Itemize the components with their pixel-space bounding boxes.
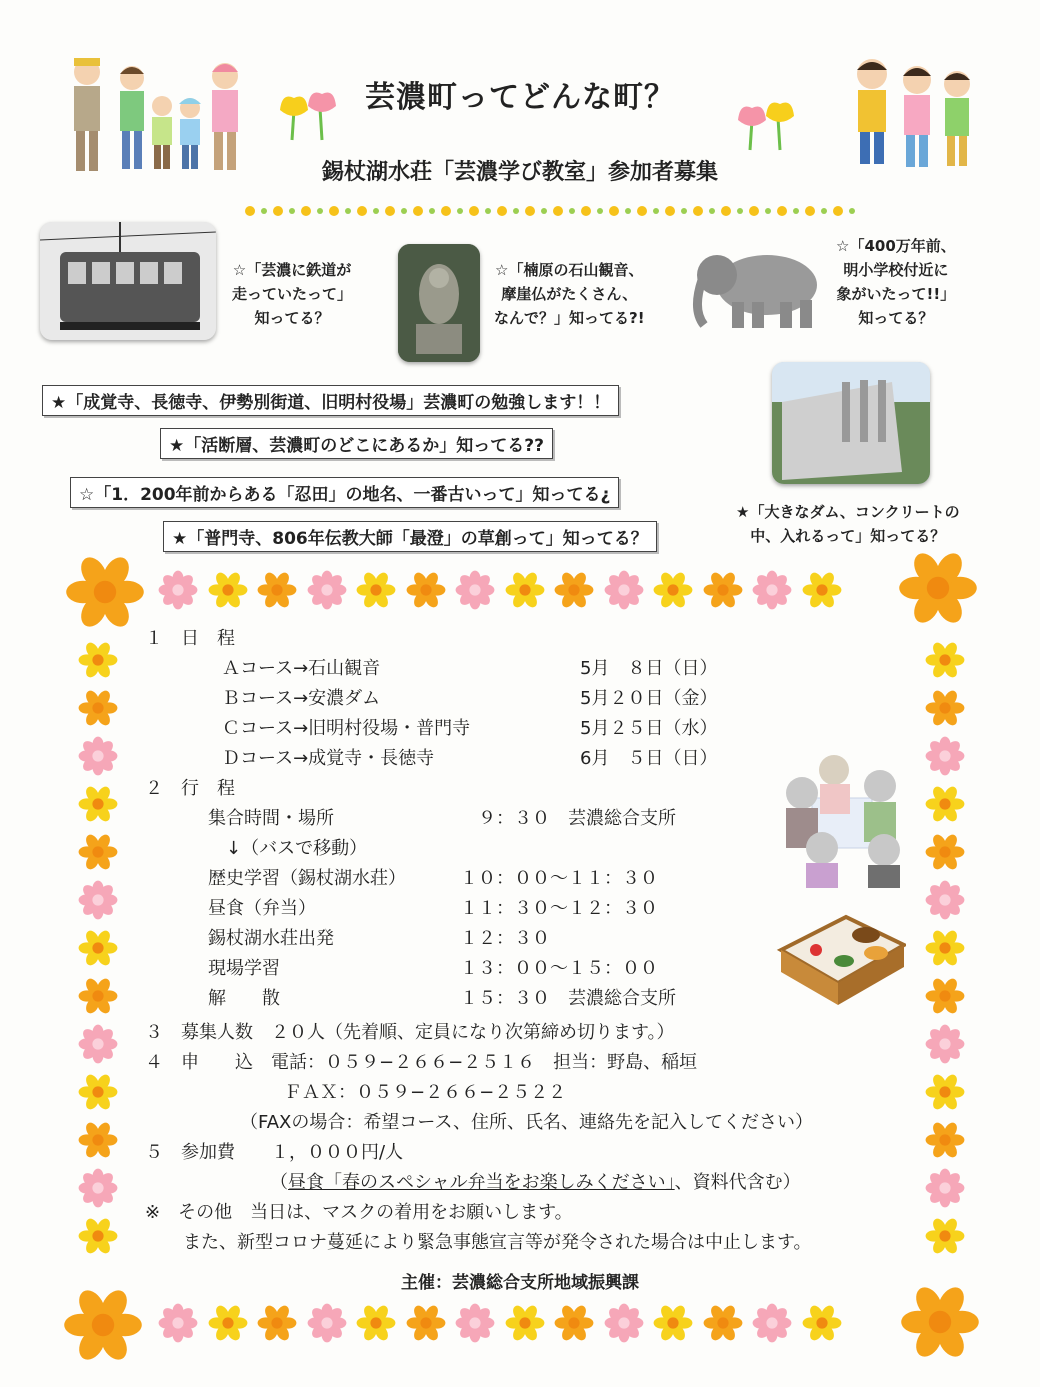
decorative-dot bbox=[497, 206, 507, 216]
itinerary-label: 錫杖湖水荘出発 bbox=[208, 928, 334, 949]
course-c: Ｃコース→旧明村役場・普門寺 bbox=[222, 718, 471, 739]
itinerary-label: 昼食（弁当） bbox=[208, 898, 316, 919]
itinerary-time: １５：３０ 芸濃総合支所 bbox=[460, 988, 676, 1009]
decorative-dot bbox=[693, 206, 703, 216]
decorative-dot bbox=[469, 206, 479, 216]
decorative-dot bbox=[413, 206, 423, 216]
decorative-dot bbox=[289, 208, 295, 214]
decorative-dot bbox=[637, 206, 647, 216]
decorative-dot bbox=[401, 208, 407, 214]
decorative-dot bbox=[777, 206, 787, 216]
decorative-dot bbox=[485, 208, 491, 214]
flower-icon bbox=[76, 686, 120, 730]
flower-icon bbox=[923, 1118, 967, 1162]
stone-buddha-photo bbox=[398, 244, 480, 362]
flower-icon bbox=[156, 568, 200, 612]
decorative-dot bbox=[609, 206, 619, 216]
decorative-dot bbox=[805, 206, 815, 216]
family-illustration bbox=[62, 52, 252, 177]
decorative-dot bbox=[681, 208, 687, 214]
flower-icon bbox=[76, 782, 120, 826]
decorative-dot bbox=[345, 208, 351, 214]
flower-icon bbox=[701, 1301, 745, 1345]
course-c-date: 5月２５日（水） bbox=[580, 718, 718, 739]
decorative-dot bbox=[749, 206, 759, 216]
flower-icon bbox=[354, 568, 398, 612]
itinerary-heading: ２ 行 程 bbox=[145, 778, 235, 799]
question-ishiyama: ☆「楠原の石山観音、 摩崖仏がたくさん、 なんで？」知ってる?! bbox=[494, 261, 645, 327]
itinerary-time: １３：００〜１５：００ bbox=[460, 958, 658, 979]
decorative-dot bbox=[793, 208, 799, 214]
flower-icon bbox=[923, 1022, 967, 1066]
decorative-dot bbox=[821, 208, 827, 214]
flower-icon bbox=[76, 1070, 120, 1114]
question-dam: ★「大きなダム、コンクリートの 中、入れるって」知ってる？ bbox=[736, 503, 960, 545]
flower-icon bbox=[701, 568, 745, 612]
box-question-3: ☆「1．200年前からある「忍田」の地名、一番古いって」知ってる¿ bbox=[70, 477, 619, 508]
decorative-dot-line bbox=[245, 200, 855, 222]
flower-icon bbox=[923, 974, 967, 1018]
course-b: Ｂコース→安濃ダム bbox=[222, 688, 381, 709]
page-title: 芸濃町ってどんな町？ bbox=[365, 80, 675, 115]
course-a: Ａコース→石山観音 bbox=[222, 658, 381, 679]
course-d-date: 6月 ５日（日） bbox=[580, 748, 718, 769]
flower-icon bbox=[63, 550, 147, 634]
itinerary-label: ↓（バスで移動） bbox=[208, 838, 368, 859]
decorative-dot bbox=[301, 206, 311, 216]
question-railway: ☆「芸濃に鉄道が 走っていたって」 知ってる？ bbox=[232, 261, 353, 327]
flower-icon bbox=[76, 974, 120, 1018]
decorative-dot bbox=[261, 208, 267, 214]
flower-icon bbox=[800, 1301, 844, 1345]
decorative-dot bbox=[569, 208, 575, 214]
decorative-dot bbox=[737, 208, 743, 214]
fee: ５ 参加費 １，０００円/人 bbox=[145, 1142, 404, 1163]
decorative-dot bbox=[581, 206, 591, 216]
flower-icon bbox=[602, 568, 646, 612]
question-elephant: ☆「400万年前、 明小学校付近に 象がいたって!!」 知ってる？ bbox=[836, 237, 956, 327]
children-illustration bbox=[842, 52, 982, 177]
box-question-2: ★「活断層、芸濃町のどこにあるか」知ってる?? bbox=[160, 428, 553, 459]
flower-icon bbox=[923, 1214, 967, 1258]
flower-icon bbox=[923, 638, 967, 682]
apply-phone: ４ 申 込 電話：０５９−２６６−２５１６ 担当：野島、稲垣 bbox=[145, 1052, 698, 1073]
decorative-dot bbox=[653, 208, 659, 214]
decorative-dot bbox=[665, 206, 675, 216]
flower-icon bbox=[255, 568, 299, 612]
flower-icon bbox=[404, 1301, 448, 1345]
flower-icon bbox=[750, 1301, 794, 1345]
decorative-dot bbox=[245, 206, 255, 216]
decorative-dot bbox=[373, 208, 379, 214]
flower-icon bbox=[602, 1301, 646, 1345]
decorative-dot bbox=[833, 206, 843, 216]
flower-icon bbox=[923, 1166, 967, 1210]
flower-icon bbox=[923, 782, 967, 826]
decorative-dot bbox=[625, 208, 631, 214]
page-subtitle: 錫杖湖水荘「芸濃学び教室」参加者募集 bbox=[321, 160, 718, 185]
course-d: Ｄコース→成覚寺・長徳寺 bbox=[222, 748, 435, 769]
decorative-dot bbox=[441, 206, 451, 216]
tram-photo bbox=[40, 222, 216, 340]
decorative-dot bbox=[457, 208, 463, 214]
flower-icon bbox=[206, 1301, 250, 1345]
tulip-icon bbox=[730, 80, 810, 160]
course-b-date: 5月２０日（金） bbox=[580, 688, 718, 709]
box-question-4: ★「普門寺、806年伝教大師「最澄」の草創って」知ってる？ bbox=[163, 521, 657, 552]
other-covid: また、新型コロナ蔓延により緊急事態宣言等が発令された場合は中止します。 bbox=[183, 1232, 812, 1253]
decorative-dot bbox=[721, 206, 731, 216]
flower-icon bbox=[453, 568, 497, 612]
flower-icon bbox=[651, 1301, 695, 1345]
flower-icon bbox=[76, 1166, 120, 1210]
organizer: 主催：芸濃総合支所地域振興課 bbox=[401, 1273, 639, 1293]
flower-icon bbox=[896, 546, 980, 630]
flower-icon bbox=[923, 926, 967, 970]
flower-icon bbox=[76, 638, 120, 682]
flower-icon bbox=[750, 568, 794, 612]
decorative-dot bbox=[849, 208, 855, 214]
decorative-dot bbox=[385, 206, 395, 216]
itinerary-time: ９：３０ 芸濃総合支所 bbox=[460, 808, 676, 829]
recruit-count: ３ 募集人数 ２０人（先着順、定員になり次第締め切ります。） bbox=[145, 1022, 675, 1043]
tulip-icon bbox=[272, 70, 352, 150]
flower-icon bbox=[651, 568, 695, 612]
decorative-dot bbox=[273, 206, 283, 216]
decorative-dot bbox=[429, 208, 435, 214]
decorative-dot bbox=[357, 206, 367, 216]
flower-icon bbox=[76, 1118, 120, 1162]
flower-icon bbox=[923, 686, 967, 730]
itinerary-label: 歴史学習（錫杖湖水荘） bbox=[208, 868, 406, 889]
itinerary-label: 現場学習 bbox=[208, 958, 280, 979]
flower-icon bbox=[206, 568, 250, 612]
flower-icon bbox=[503, 1301, 547, 1345]
dam-photo bbox=[772, 362, 930, 484]
decorative-dot bbox=[329, 206, 339, 216]
bento-box-illustration bbox=[776, 905, 906, 1013]
itinerary-label: 集合時間・場所 bbox=[208, 808, 334, 829]
decorative-dot bbox=[597, 208, 603, 214]
flower-icon bbox=[453, 1301, 497, 1345]
flower-icon bbox=[503, 568, 547, 612]
flower-icon bbox=[404, 568, 448, 612]
flower-icon bbox=[923, 878, 967, 922]
other-mask: ※ その他 当日は、マスクの着用をお願いします。 bbox=[145, 1202, 573, 1223]
flower-icon bbox=[552, 1301, 596, 1345]
decorative-dot bbox=[525, 206, 535, 216]
flower-icon bbox=[923, 734, 967, 778]
flower-icon bbox=[305, 568, 349, 612]
flower-icon bbox=[923, 1070, 967, 1114]
flower-icon bbox=[156, 1301, 200, 1345]
flower-icon bbox=[76, 1214, 120, 1258]
flower-icon bbox=[255, 1301, 299, 1345]
decorative-dot bbox=[765, 208, 771, 214]
flower-icon bbox=[76, 830, 120, 874]
itinerary-time: １０：００〜１１：３０ bbox=[460, 868, 658, 889]
flower-icon bbox=[923, 830, 967, 874]
flower-icon bbox=[76, 1022, 120, 1066]
itinerary-time: １２：３０ bbox=[460, 928, 550, 949]
flower-icon bbox=[61, 1283, 145, 1367]
schedule-heading: １ 日 程 bbox=[145, 628, 235, 649]
flower-icon bbox=[76, 926, 120, 970]
decorative-dot bbox=[709, 208, 715, 214]
flower-icon bbox=[305, 1301, 349, 1345]
fax-note: （FAXの場合：希望コース、住所、氏名、連絡先を記入してください） bbox=[240, 1112, 813, 1133]
decorative-dot bbox=[317, 208, 323, 214]
flower-icon bbox=[76, 734, 120, 778]
course-a-date: 5月 ８日（日） bbox=[580, 658, 718, 679]
flower-icon bbox=[76, 878, 120, 922]
flower-icon bbox=[800, 568, 844, 612]
decorative-dot bbox=[513, 208, 519, 214]
itinerary-time: １１：３０〜１２：３０ bbox=[460, 898, 658, 919]
flower-icon bbox=[552, 568, 596, 612]
seniors-illustration bbox=[772, 748, 912, 888]
elephant-illustration bbox=[692, 240, 832, 332]
decorative-dot bbox=[541, 208, 547, 214]
decorative-dot bbox=[553, 206, 563, 216]
flower-icon bbox=[354, 1301, 398, 1345]
apply-fax: ＦＡＸ：０５９−２６６−２５２２ bbox=[284, 1082, 567, 1103]
itinerary-label: 解 散 bbox=[208, 988, 280, 1009]
fee-note: （昼食「春のスペシャル弁当をお楽しみください」、資料代含む） bbox=[270, 1172, 801, 1193]
box-question-1: ★「成覚寺、長徳寺、伊勢別街道、旧明村役場」芸濃町の勉強します！！ bbox=[42, 385, 619, 416]
